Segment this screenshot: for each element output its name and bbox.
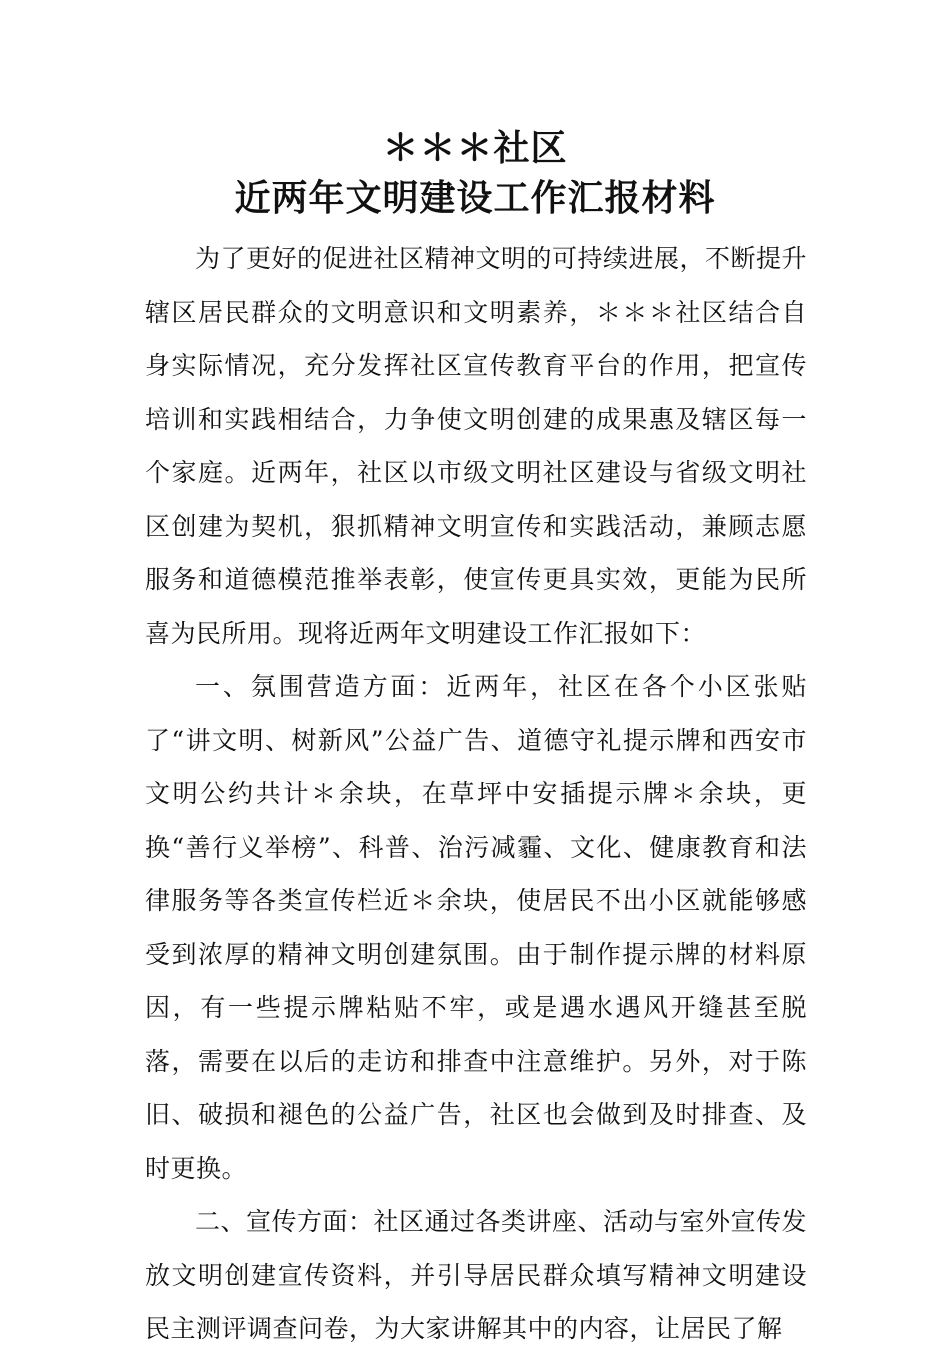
document-title-line-2: 近两年文明建设工作汇报材料 (234, 177, 716, 219)
document-title-line-1: ＊＊＊社区 (382, 127, 568, 169)
paragraph-publicity: 二、宣传方面：社区通过各类讲座、活动与室外宣传发放文明创建宣传资料，并引导居民群众填写精神文明建设民主测评调查问卷，为大家讲解其中的内容，让居民了解 (145, 1207, 808, 1343)
paragraph-intro: 为了更好的促进社区精神文明的可持续进展，不断提升辖区居民群众的文明意识和文明素养，＊＊＊社区结合自身实际情况，充分发挥社区宣传教育平台的作用，把宣传培训和实践相结合，力争使文明创建的成果惠及辖区每一个家庭。近两年，社区以市级文明社区建设与省级文明社区创建为契机，狠抓精神文明宣传和实践活动，兼顾志愿服务和道德模范推举表彰，使宣传更具实效，更能为民所喜为民所用。现将近两年文明建设工作汇报如下： (145, 244, 808, 648)
document-body (145, 232, 807, 1356)
paragraph-atmosphere: 一、氛围营造方面：近两年，社区在各个小区张贴了“讲文明、树新风”公益广告、道德守礼提示牌和西安市文明公约共计＊余块，在草坪中安插提示牌＊余块，更换“善行义举榜”、科普、治污减霾、文化、健康教育和法律服务等各类宣传栏近＊余块，使居民不出小区就能够感受到浓厚的精神文明创建氛围。由于制作提示牌的材料原因，有一些提示牌粘贴不牢，或是遇水遇风开缝甚至脱落，需要在以后的走访和排查中注意维护。另外，对于陈旧、破损和褪色的公益广告，社区也会做到及时排查、及时更换。 (145, 672, 807, 1183)
